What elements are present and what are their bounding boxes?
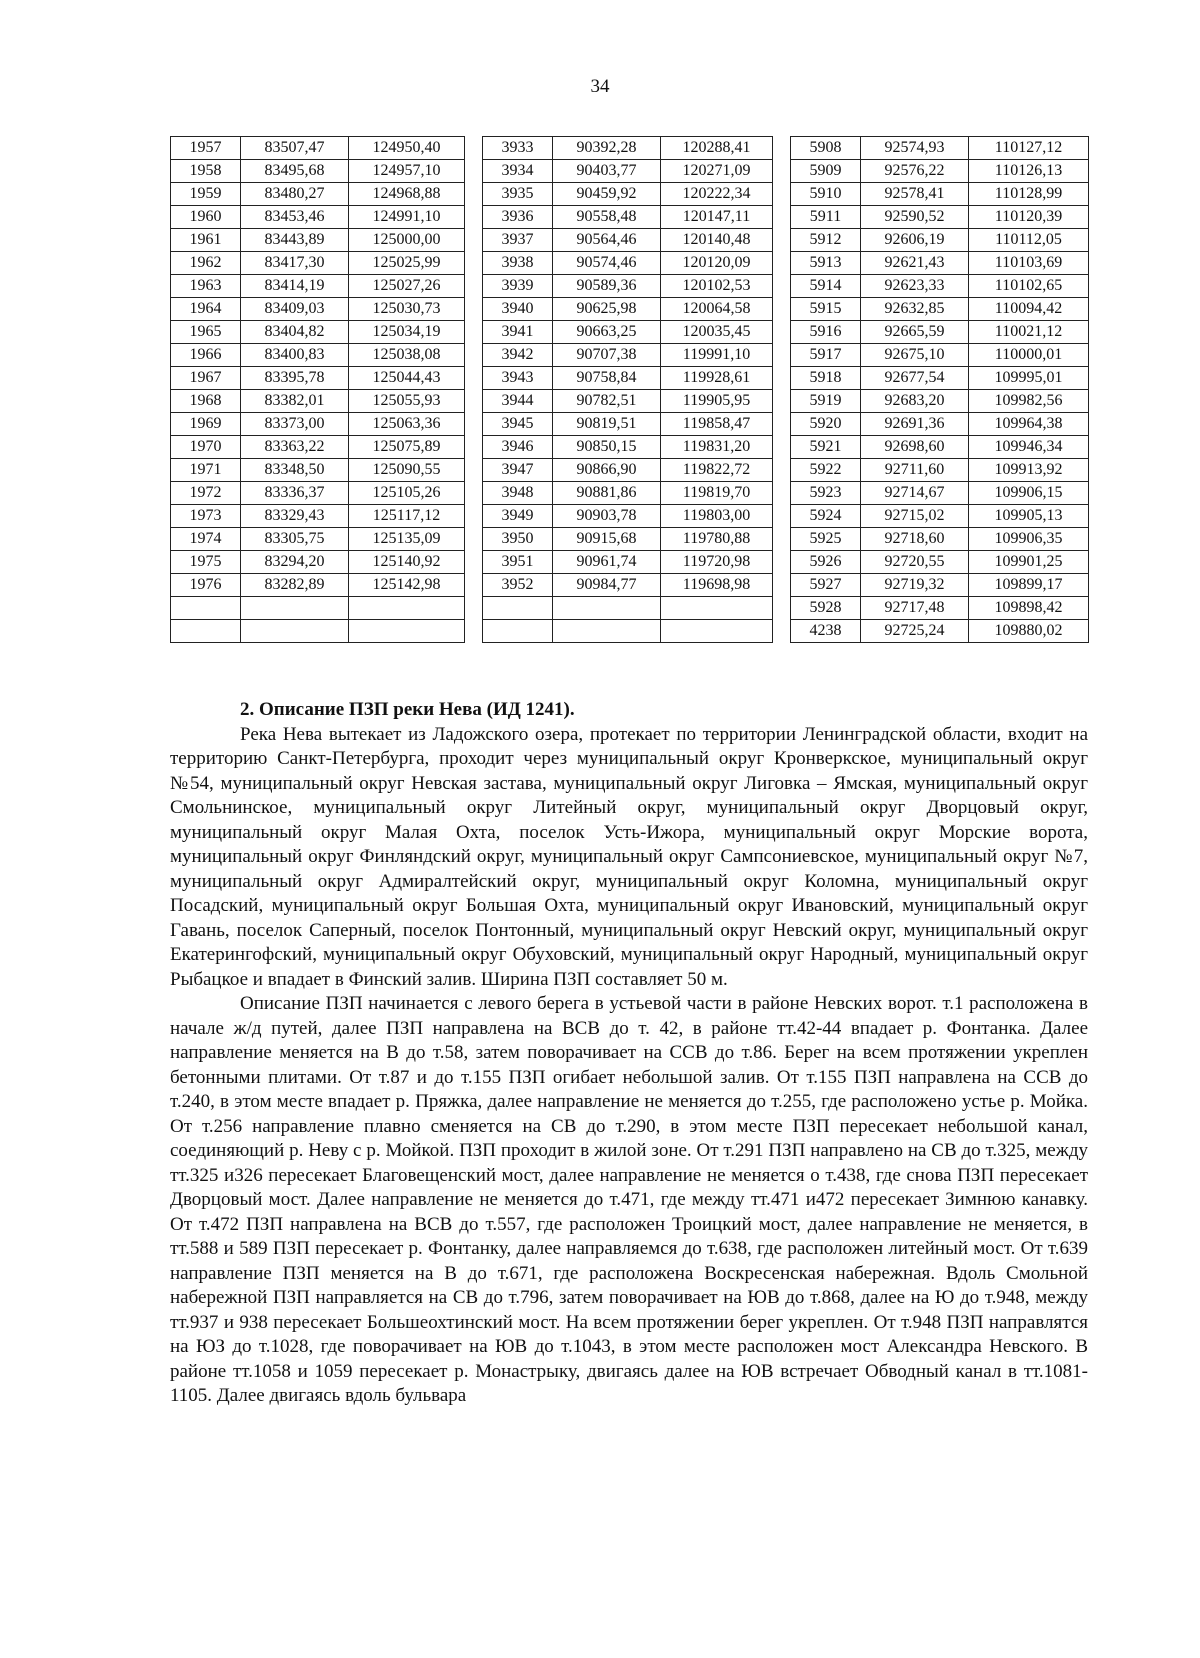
- table-body: [171, 137, 1089, 643]
- table-cell: 120035,45: [661, 321, 773, 344]
- table-cell: 90574,46: [553, 252, 661, 275]
- table-row: [171, 597, 1089, 620]
- table-row: [171, 321, 1089, 344]
- table-gap: [773, 551, 791, 574]
- table-cell: 83404,82: [241, 321, 349, 344]
- table-cell: 83282,89: [241, 574, 349, 597]
- table-cell: 3942: [483, 344, 553, 367]
- table-cell: 92698,60: [861, 436, 969, 459]
- table-cell: 119720,98: [661, 551, 773, 574]
- table-row: [171, 528, 1089, 551]
- table-cell: 90961,74: [553, 551, 661, 574]
- table-gap: [465, 183, 483, 206]
- table-row: [171, 459, 1089, 482]
- table-cell: 125025,99: [349, 252, 465, 275]
- table-cell: 109995,01: [969, 367, 1089, 390]
- table-cell: 4238: [791, 620, 861, 643]
- table-cell: 90984,77: [553, 574, 661, 597]
- table-cell: 83382,01: [241, 390, 349, 413]
- table-cell: 5918: [791, 367, 861, 390]
- table-cell: 3936: [483, 206, 553, 229]
- table-cell: [349, 620, 465, 643]
- table-cell: 125000,00: [349, 229, 465, 252]
- table-cell: 90564,46: [553, 229, 661, 252]
- table-row: [171, 551, 1089, 574]
- table-cell: 83414,19: [241, 275, 349, 298]
- table-cell: 109880,02: [969, 620, 1089, 643]
- table-cell: 110103,69: [969, 252, 1089, 275]
- table-cell: 5914: [791, 275, 861, 298]
- table-cell: 3952: [483, 574, 553, 597]
- table-cell: 1963: [171, 275, 241, 298]
- table-cell: 3933: [483, 137, 553, 160]
- table-cell: 1962: [171, 252, 241, 275]
- table-cell: 92675,10: [861, 344, 969, 367]
- table-cell: 1970: [171, 436, 241, 459]
- table-cell: 110127,12: [969, 137, 1089, 160]
- table-cell: 1960: [171, 206, 241, 229]
- table-gap: [773, 597, 791, 620]
- table-cell: 1973: [171, 505, 241, 528]
- table-cell: 119858,47: [661, 413, 773, 436]
- table-gap: [773, 298, 791, 321]
- table-gap: [773, 574, 791, 597]
- table-cell: 1975: [171, 551, 241, 574]
- table-cell: [241, 620, 349, 643]
- table-cell: [661, 620, 773, 643]
- table-gap: [465, 528, 483, 551]
- table-gap: [465, 160, 483, 183]
- table-cell: 3941: [483, 321, 553, 344]
- table-gap: [773, 206, 791, 229]
- table-cell: 120064,58: [661, 298, 773, 321]
- table-cell: 90707,38: [553, 344, 661, 367]
- table-cell: [553, 620, 661, 643]
- table-cell: 90819,51: [553, 413, 661, 436]
- table-row: [171, 298, 1089, 321]
- table-cell: 92576,22: [861, 160, 969, 183]
- paragraph-2: Описание ПЗП начинается с левого берега в устьевой части в районе Невских ворот. т.1 расположена в начале ж/д путей, далее ПЗП направлена на ВСВ до т. 42, в районе тт.42-44 впадает р. Фонтанка. Далее направление меняется на В до т.58, затем поворачивает на ССВ до т.86. Берег на всем протяжении укреплен бетонными плитами. От т.87 и до т.155 ПЗП огибает небольшой залив. От т.155 ПЗП направлена на ССВ до т.240, в этом месте впадает р. Пряжка, далее направление не меняется до т.255, где расположено устье р. Мойка. От т.256 направление плавно сменяется на СВ до т.290, в этом месте ПЗП пересекает небольшой канал, соединяющий р. Неву с р. Мойкой. ПЗП проходит в жилой зоне. От т.291 ПЗП направлено на СВ до т.325, между тт.325 и326 пересекает Благовещенский мост, далее направление не меняется о т.438, где снова ПЗП пересекает Дворцовый мост. Далее направление не меняется до т.471, где между тт.471 и472 пересекает Зимнюю канавку. От т.472 ПЗП направлена на ВСВ до т.557, где расположен Троицкий мост, далее направление не меняется, в тт.588 и 589 ПЗП пересекает р. Фонтанку, далее направляемся до т.638, где расположен литейный мост. От т.639 направление ПЗП меняется на В до т.671, где расположена Воскресенская набережная. Вдоль Смольной набережной ПЗП направляется на СВ до т.796, затем поворачивает на ЮВ до т.868, далее на Ю до т.948, между тт.937 и 938 пересекает Большеохтинский мост. На всем протяжении берег укреплен. От т.948 ПЗП направлятся на ЮЗ до т.1028, где поворачивает на ЮВ до т.1043, в этом месте расположен мост Александра Невского. В районе тт.1058 и 1059 пересекает р. Монастрыку, двигаясь далее на ЮВ встречает Обводный канал в тт.1081-1105. Далее двигаясь вдоль бульвара: [170, 993, 1088, 1406]
- table-cell: 109982,56: [969, 390, 1089, 413]
- table-cell: 90558,48: [553, 206, 661, 229]
- table-cell: 5915: [791, 298, 861, 321]
- table-cell: 5923: [791, 482, 861, 505]
- table-cell: 5912: [791, 229, 861, 252]
- table-cell: 1971: [171, 459, 241, 482]
- table-cell: 92720,55: [861, 551, 969, 574]
- table-gap: [773, 528, 791, 551]
- table-cell: 5908: [791, 137, 861, 160]
- table-cell: 5917: [791, 344, 861, 367]
- table-cell: 3950: [483, 528, 553, 551]
- table-cell: 5925: [791, 528, 861, 551]
- paragraph-1: Река Нева вытекает из Ладожского озера, протекает по территории Ленинградской области, входит на территорию Санкт-Петербурга, проходит через муниципальный округ Кронверкское, муниципальный округ №54, муниципальный округ Невская застава, муниципальный округ Лиговка – Ямская, муниципальный округ Смольнинское, муниципальный округ Литейный округ, муниципальный округ Дворцовый округ, муниципальный округ Малая Охта, поселок Усть-Ижора, муниципальный округ Морские ворота, муниципальный округ Финляндский округ, муниципальный округ Сампсониевское, муниципальный округ №7, муниципальный округ Адмиралтейский округ, муниципальный округ Коломна, муниципальный округ Посадский, муниципальный округ Большая Охта, муниципальный округ Ивановский, муниципальный округ Гавань, поселок Саперный, поселок Понтонный, муниципальный округ Невский округ, муниципальный округ Екатерингофский, муниципальный округ Обуховский, муниципальный округ Народный, муниципальный округ Рыбацкое и впадает в Финский залив. Ширина ПЗП составляет 50 м.: [170, 723, 1088, 990]
- table-cell: 3937: [483, 229, 553, 252]
- table-cell: 92578,41: [861, 183, 969, 206]
- table-cell: 90915,68: [553, 528, 661, 551]
- table-cell: [171, 597, 241, 620]
- table-gap: [465, 413, 483, 436]
- table-cell: 3947: [483, 459, 553, 482]
- table-gap: [465, 206, 483, 229]
- table-gap: [465, 597, 483, 620]
- table-cell: 1958: [171, 160, 241, 183]
- table-cell: 92719,32: [861, 574, 969, 597]
- table-gap: [773, 160, 791, 183]
- table-cell: 90403,77: [553, 160, 661, 183]
- table-cell: [349, 597, 465, 620]
- table-cell: 3939: [483, 275, 553, 298]
- table-cell: 3945: [483, 413, 553, 436]
- table-cell: 1965: [171, 321, 241, 344]
- table-cell: 3943: [483, 367, 553, 390]
- table-cell: 90459,92: [553, 183, 661, 206]
- table-cell: 1961: [171, 229, 241, 252]
- table-cell: 83400,83: [241, 344, 349, 367]
- table-cell: 3935: [483, 183, 553, 206]
- table-cell: 109946,34: [969, 436, 1089, 459]
- table-cell: 5919: [791, 390, 861, 413]
- table-gap: [773, 252, 791, 275]
- table-cell: 92714,67: [861, 482, 969, 505]
- table-row: [171, 482, 1089, 505]
- table-cell: 110112,05: [969, 229, 1089, 252]
- table-cell: 124957,10: [349, 160, 465, 183]
- table-row: [171, 344, 1089, 367]
- table-cell: 110128,99: [969, 183, 1089, 206]
- table-cell: 90866,90: [553, 459, 661, 482]
- table-cell: 125117,12: [349, 505, 465, 528]
- table-cell: 125142,98: [349, 574, 465, 597]
- table-gap: [465, 367, 483, 390]
- table-cell: 125135,09: [349, 528, 465, 551]
- table-cell: 3949: [483, 505, 553, 528]
- table-cell: 83409,03: [241, 298, 349, 321]
- table-cell: 3951: [483, 551, 553, 574]
- table-cell: 109905,13: [969, 505, 1089, 528]
- table-cell: 125030,73: [349, 298, 465, 321]
- table-cell: 1968: [171, 390, 241, 413]
- table-cell: 92711,60: [861, 459, 969, 482]
- table-gap: [465, 482, 483, 505]
- table-cell: 109906,15: [969, 482, 1089, 505]
- table-gap: [465, 344, 483, 367]
- table-row: [171, 206, 1089, 229]
- table-gap: [465, 574, 483, 597]
- table-cell: 5909: [791, 160, 861, 183]
- table-cell: 124968,88: [349, 183, 465, 206]
- table-row: [171, 390, 1089, 413]
- table-cell: [483, 620, 553, 643]
- table-cell: 83507,47: [241, 137, 349, 160]
- table-row: [171, 137, 1089, 160]
- table-cell: 90663,25: [553, 321, 661, 344]
- table-cell: 5924: [791, 505, 861, 528]
- table-cell: [171, 620, 241, 643]
- table-gap: [465, 505, 483, 528]
- table-row: [171, 505, 1089, 528]
- table-cell: 3948: [483, 482, 553, 505]
- table-cell: 109906,35: [969, 528, 1089, 551]
- table-cell: [483, 597, 553, 620]
- table-cell: 119905,95: [661, 390, 773, 413]
- table-gap: [465, 298, 483, 321]
- table-cell: 92632,85: [861, 298, 969, 321]
- table-cell: 83363,22: [241, 436, 349, 459]
- table-cell: 110126,13: [969, 160, 1089, 183]
- table-cell: 90903,78: [553, 505, 661, 528]
- table-cell: 1976: [171, 574, 241, 597]
- table-cell: 1969: [171, 413, 241, 436]
- table-cell: 5911: [791, 206, 861, 229]
- table-gap: [773, 229, 791, 252]
- table-cell: 119928,61: [661, 367, 773, 390]
- table-row: [171, 229, 1089, 252]
- table-row: [171, 620, 1089, 643]
- table-gap: [465, 390, 483, 413]
- table-cell: 5910: [791, 183, 861, 206]
- table-cell: 125140,92: [349, 551, 465, 574]
- section-description: [170, 698, 1088, 1409]
- table-cell: 92691,36: [861, 413, 969, 436]
- coordinates-table: [170, 136, 1089, 643]
- table-cell: 83348,50: [241, 459, 349, 482]
- table-cell: 92725,24: [861, 620, 969, 643]
- table-row: [171, 436, 1089, 459]
- table-cell: 92715,02: [861, 505, 969, 528]
- table-cell: 1964: [171, 298, 241, 321]
- table-cell: 125055,93: [349, 390, 465, 413]
- table-gap: [773, 137, 791, 160]
- table-row: [171, 275, 1089, 298]
- table-cell: 1972: [171, 482, 241, 505]
- table-cell: 120102,53: [661, 275, 773, 298]
- table-row: [171, 252, 1089, 275]
- table-cell: 125063,36: [349, 413, 465, 436]
- table-cell: 90625,98: [553, 298, 661, 321]
- table-row: [171, 183, 1089, 206]
- table-cell: 109913,92: [969, 459, 1089, 482]
- table-cell: 90758,84: [553, 367, 661, 390]
- table-gap: [773, 620, 791, 643]
- table-gap: [465, 137, 483, 160]
- table-cell: 92606,19: [861, 229, 969, 252]
- table-cell: 92683,20: [861, 390, 969, 413]
- table-gap: [465, 459, 483, 482]
- table-cell: [661, 597, 773, 620]
- table-cell: 90589,36: [553, 275, 661, 298]
- table-cell: 3938: [483, 252, 553, 275]
- table-cell: 92665,59: [861, 321, 969, 344]
- table-cell: 125034,19: [349, 321, 465, 344]
- table-row: [171, 574, 1089, 597]
- table-cell: 3934: [483, 160, 553, 183]
- table-cell: 110094,42: [969, 298, 1089, 321]
- table-cell: 92677,54: [861, 367, 969, 390]
- table-cell: 120120,09: [661, 252, 773, 275]
- table-cell: 119780,88: [661, 528, 773, 551]
- table-row: [171, 367, 1089, 390]
- table-gap: [465, 321, 483, 344]
- table-gap: [773, 367, 791, 390]
- table-gap: [465, 252, 483, 275]
- table-cell: 83453,46: [241, 206, 349, 229]
- table-gap: [465, 436, 483, 459]
- table-cell: 109898,42: [969, 597, 1089, 620]
- table-cell: 92718,60: [861, 528, 969, 551]
- table-gap: [773, 344, 791, 367]
- table-cell: 83395,78: [241, 367, 349, 390]
- table-cell: 90392,28: [553, 137, 661, 160]
- table-cell: 83373,00: [241, 413, 349, 436]
- table-cell: 125105,26: [349, 482, 465, 505]
- table-cell: 92621,43: [861, 252, 969, 275]
- table-gap: [465, 620, 483, 643]
- table-cell: 83294,20: [241, 551, 349, 574]
- table-cell: 3946: [483, 436, 553, 459]
- table-cell: 90881,86: [553, 482, 661, 505]
- table-cell: 90782,51: [553, 390, 661, 413]
- table-cell: 125090,55: [349, 459, 465, 482]
- table-cell: 109901,25: [969, 551, 1089, 574]
- table-cell: 5927: [791, 574, 861, 597]
- table-cell: 5921: [791, 436, 861, 459]
- table-cell: 119991,10: [661, 344, 773, 367]
- table-gap: [773, 390, 791, 413]
- table-gap: [773, 321, 791, 344]
- table-cell: 125044,43: [349, 367, 465, 390]
- table-cell: 1966: [171, 344, 241, 367]
- table-cell: 3940: [483, 298, 553, 321]
- table-cell: 5922: [791, 459, 861, 482]
- table-gap: [773, 482, 791, 505]
- page-number: 34: [590, 76, 610, 97]
- section-title: 2. Описание ПЗП реки Нева (ИД 1241).: [240, 699, 575, 720]
- table-cell: 1959: [171, 183, 241, 206]
- table-cell: 1967: [171, 367, 241, 390]
- table-cell: 5913: [791, 252, 861, 275]
- table-cell: [241, 597, 349, 620]
- table-gap: [773, 275, 791, 298]
- table-cell: 83495,68: [241, 160, 349, 183]
- table-cell: 83336,37: [241, 482, 349, 505]
- table-cell: 120140,48: [661, 229, 773, 252]
- table-gap: [773, 505, 791, 528]
- table-gap: [773, 413, 791, 436]
- table-cell: 92590,52: [861, 206, 969, 229]
- table-cell: 119698,98: [661, 574, 773, 597]
- table-cell: 3944: [483, 390, 553, 413]
- table-cell: 109964,38: [969, 413, 1089, 436]
- table-gap: [773, 183, 791, 206]
- table-cell: 83443,89: [241, 229, 349, 252]
- table-row: [171, 160, 1089, 183]
- table-cell: 5928: [791, 597, 861, 620]
- table-cell: 120222,34: [661, 183, 773, 206]
- table-cell: 83480,27: [241, 183, 349, 206]
- table-cell: 90850,15: [553, 436, 661, 459]
- table-cell: 92574,93: [861, 137, 969, 160]
- table-cell: 119822,72: [661, 459, 773, 482]
- table-cell: 119831,20: [661, 436, 773, 459]
- table-cell: 109899,17: [969, 574, 1089, 597]
- table-cell: 119803,00: [661, 505, 773, 528]
- table-gap: [465, 275, 483, 298]
- table-cell: 83305,75: [241, 528, 349, 551]
- table-cell: 5926: [791, 551, 861, 574]
- table-cell: 110021,12: [969, 321, 1089, 344]
- table-cell: 110102,65: [969, 275, 1089, 298]
- table-cell: 92717,48: [861, 597, 969, 620]
- table-cell: 110000,01: [969, 344, 1089, 367]
- table-cell: 119819,70: [661, 482, 773, 505]
- table-gap: [465, 551, 483, 574]
- table-cell: 1974: [171, 528, 241, 551]
- table-cell: 5920: [791, 413, 861, 436]
- table-cell: 125027,26: [349, 275, 465, 298]
- table-cell: 125075,89: [349, 436, 465, 459]
- table-row: [171, 413, 1089, 436]
- table-cell: 92623,33: [861, 275, 969, 298]
- table-cell: 5916: [791, 321, 861, 344]
- table-cell: [553, 597, 661, 620]
- table-cell: 124991,10: [349, 206, 465, 229]
- table-cell: 83417,30: [241, 252, 349, 275]
- table-cell: 120147,11: [661, 206, 773, 229]
- table-gap: [465, 229, 483, 252]
- table-cell: 1957: [171, 137, 241, 160]
- table-gap: [773, 459, 791, 482]
- table-cell: 120288,41: [661, 137, 773, 160]
- table-cell: 83329,43: [241, 505, 349, 528]
- table-cell: 125038,08: [349, 344, 465, 367]
- table-gap: [773, 436, 791, 459]
- table-cell: 124950,40: [349, 137, 465, 160]
- table-cell: 120271,09: [661, 160, 773, 183]
- table-cell: 110120,39: [969, 206, 1089, 229]
